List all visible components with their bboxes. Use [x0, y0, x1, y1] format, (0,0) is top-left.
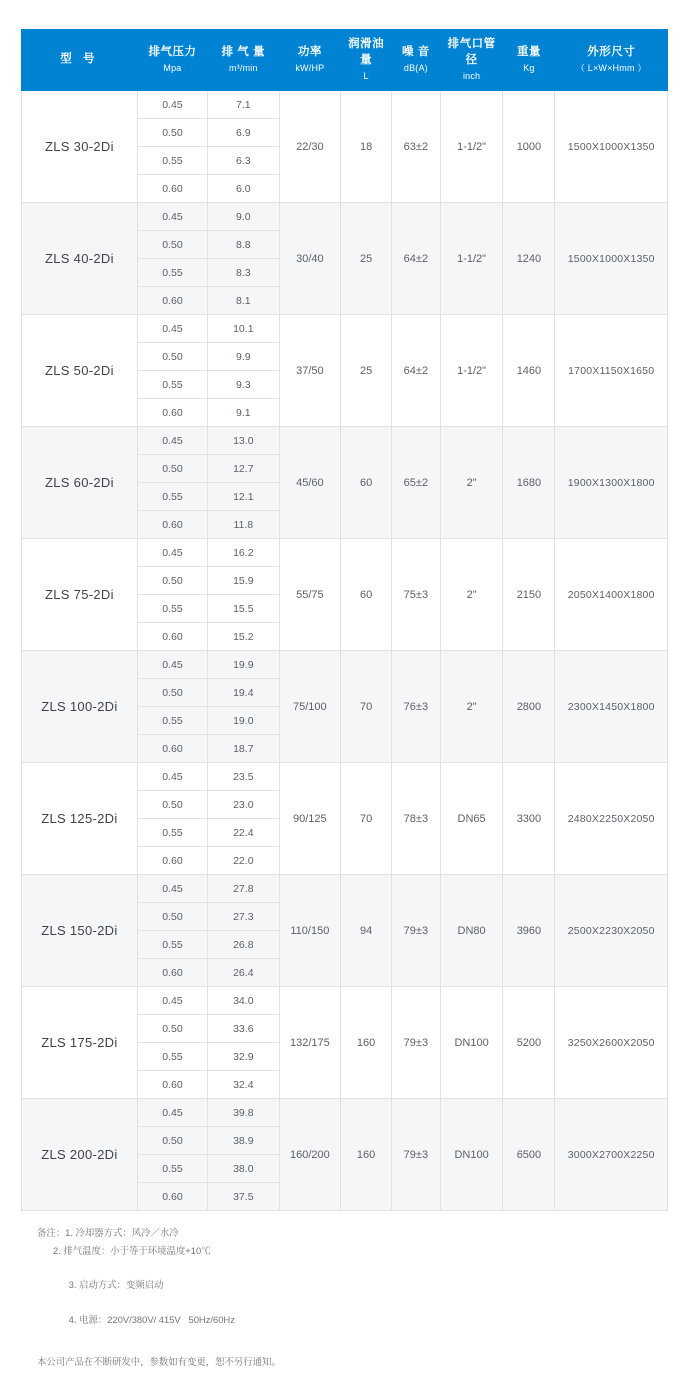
cell-noise: 64±2: [392, 203, 441, 315]
cell-flow: 19.9: [208, 651, 279, 679]
cell-noise: 63±2: [392, 91, 441, 203]
cell-dimension: 2480X2250X2050: [555, 763, 668, 875]
cell-flow: 10.1: [208, 315, 279, 343]
cell-dimension: 1900X1300X1800: [555, 427, 668, 539]
cell-flow: 27.8: [208, 875, 279, 903]
cell-pressure: 0.55: [137, 483, 207, 511]
table-row: [22, 539, 668, 567]
cell-oil: 60: [341, 427, 392, 539]
cell-flow: 8.3: [208, 259, 279, 287]
column-header-oil: 润滑油量 L: [341, 30, 392, 91]
cell-power: 30/40: [279, 203, 341, 315]
cell-flow: 8.8: [208, 231, 279, 259]
disclaimer-note: 本公司产品在不断研发中，参数如有变更，恕不另行通知。: [37, 1355, 281, 1367]
cell-oil: 94: [341, 875, 392, 987]
cell-power: 90/125: [279, 763, 341, 875]
cell-dimension: 1700X1150X1650: [555, 315, 668, 427]
cell-flow: 32.9: [208, 1043, 279, 1071]
cell-pressure: 0.45: [137, 1099, 207, 1127]
cell-power: 55/75: [279, 539, 341, 651]
note-line-1: 备注：1. 冷却器方式：风冷／水冷: [37, 1227, 179, 1239]
cell-flow: 27.3: [208, 903, 279, 931]
cell-pressure: 0.50: [137, 119, 207, 147]
cell-model: ZLS 200-2Di: [22, 1099, 138, 1211]
cell-port: DN100: [440, 1099, 503, 1211]
cell-pressure: 0.60: [137, 175, 207, 203]
cell-weight: 1680: [503, 427, 555, 539]
cell-oil: 70: [341, 651, 392, 763]
cell-pressure: 0.45: [137, 987, 207, 1015]
table-header-row: [22, 30, 668, 91]
table-body: [22, 91, 668, 1211]
cell-weight: 1240: [503, 203, 555, 315]
cell-flow: 8.1: [208, 287, 279, 315]
cell-power: 45/60: [279, 427, 341, 539]
cell-pressure: 0.45: [137, 539, 207, 567]
column-header-noise: 噪 音 dB(A): [392, 30, 441, 91]
cell-power: 110/150: [279, 875, 341, 987]
cell-port: 2": [440, 539, 503, 651]
cell-flow: 9.0: [208, 203, 279, 231]
cell-weight: 2800: [503, 651, 555, 763]
cell-port: 1-1/2": [440, 203, 503, 315]
cell-pressure: 0.60: [137, 1183, 207, 1211]
cell-model: ZLS 175-2Di: [22, 987, 138, 1099]
cell-flow: 6.3: [208, 147, 279, 175]
cell-flow: 19.0: [208, 707, 279, 735]
cell-noise: 79±3: [392, 987, 441, 1099]
cell-noise: 76±3: [392, 651, 441, 763]
cell-flow: 32.4: [208, 1071, 279, 1099]
cell-oil: 160: [341, 1099, 392, 1211]
cell-flow: 22.0: [208, 847, 279, 875]
table-row: [22, 1099, 668, 1127]
table-row: [22, 315, 668, 343]
cell-power: 75/100: [279, 651, 341, 763]
cell-flow: 18.7: [208, 735, 279, 763]
cell-pressure: 0.50: [137, 679, 207, 707]
cell-pressure: 0.45: [137, 203, 207, 231]
cell-port: DN65: [440, 763, 503, 875]
cell-pressure: 0.55: [137, 707, 207, 735]
column-header-weight: 重量 Kg: [503, 30, 555, 91]
cell-dimension: 1500X1000X1350: [555, 203, 668, 315]
cell-weight: 5200: [503, 987, 555, 1099]
cell-oil: 25: [341, 203, 392, 315]
cell-pressure: 0.55: [137, 1155, 207, 1183]
cell-port: DN80: [440, 875, 503, 987]
column-header-model: 型 号: [22, 30, 138, 91]
column-header-power: 功率 kW/HP: [279, 30, 341, 91]
cell-dimension: 2500X2230X2050: [555, 875, 668, 987]
note-line-3-power-supply: 4. 电源：220V/380V/ 415V 50Hz/60Hz: [68, 1314, 235, 1326]
cell-port: 1-1/2": [440, 91, 503, 203]
cell-flow: 16.2: [208, 539, 279, 567]
cell-pressure: 0.50: [137, 343, 207, 371]
cell-model: ZLS 75-2Di: [22, 539, 138, 651]
cell-pressure: 0.60: [137, 511, 207, 539]
cell-dimension: 2050X1400X1800: [555, 539, 668, 651]
cell-oil: 25: [341, 315, 392, 427]
cell-power: 22/30: [279, 91, 341, 203]
cell-model: ZLS 30-2Di: [22, 91, 138, 203]
cell-port: DN100: [440, 987, 503, 1099]
cell-power: 37/50: [279, 315, 341, 427]
cell-pressure: 0.60: [137, 399, 207, 427]
cell-noise: 79±3: [392, 875, 441, 987]
cell-port: 2": [440, 427, 503, 539]
cell-flow: 15.2: [208, 623, 279, 651]
cell-pressure: 0.45: [137, 875, 207, 903]
cell-weight: 3960: [503, 875, 555, 987]
cell-pressure: 0.60: [137, 623, 207, 651]
column-header-port: 排气口管径 inch: [440, 30, 503, 91]
note-line-3-startup: 3. 启动方式：变频启动: [68, 1279, 164, 1291]
cell-flow: 9.1: [208, 399, 279, 427]
cell-pressure: 0.60: [137, 735, 207, 763]
cell-dimension: 3000X2700X2250: [555, 1099, 668, 1211]
column-header-dimension: 外形尺寸 （ L×W×Hmm ）: [555, 30, 668, 91]
cell-flow: 7.1: [208, 91, 279, 119]
cell-pressure: 0.50: [137, 1015, 207, 1043]
cell-power: 160/200: [279, 1099, 341, 1211]
cell-flow: 39.8: [208, 1099, 279, 1127]
cell-pressure: 0.55: [137, 595, 207, 623]
cell-model: ZLS 125-2Di: [22, 763, 138, 875]
cell-pressure: 0.50: [137, 455, 207, 483]
cell-flow: 12.7: [208, 455, 279, 483]
cell-oil: 60: [341, 539, 392, 651]
note-line-2: 2. 排气温度：小于等于环境温度+10℃: [53, 1244, 211, 1256]
table-row: [22, 875, 668, 903]
cell-flow: 6.9: [208, 119, 279, 147]
cell-oil: 70: [341, 763, 392, 875]
notes-block: [21, 1224, 668, 1346]
cell-flow: 33.6: [208, 1015, 279, 1043]
cell-dimension: 2300X1450X1800: [555, 651, 668, 763]
cell-flow: 22.4: [208, 819, 279, 847]
cell-port: 1-1/2": [440, 315, 503, 427]
cell-pressure: 0.55: [137, 147, 207, 175]
table-row: [22, 987, 668, 1015]
cell-flow: 9.9: [208, 343, 279, 371]
cell-flow: 23.0: [208, 791, 279, 819]
cell-flow: 38.0: [208, 1155, 279, 1183]
cell-model: ZLS 150-2Di: [22, 875, 138, 987]
cell-pressure: 0.55: [137, 931, 207, 959]
cell-flow: 13.0: [208, 427, 279, 455]
cell-noise: 78±3: [392, 763, 441, 875]
cell-pressure: 0.50: [137, 903, 207, 931]
cell-pressure: 0.45: [137, 315, 207, 343]
cell-pressure: 0.55: [137, 371, 207, 399]
cell-flow: 19.4: [208, 679, 279, 707]
column-header-pressure: 排气压力 Mpa: [137, 30, 207, 91]
cell-pressure: 0.45: [137, 427, 207, 455]
cell-weight: 3300: [503, 763, 555, 875]
cell-model: ZLS 60-2Di: [22, 427, 138, 539]
column-header-flow: 排 气 量 m³/min: [208, 30, 279, 91]
cell-weight: 2150: [503, 539, 555, 651]
cell-pressure: 0.50: [137, 231, 207, 259]
cell-pressure: 0.50: [137, 567, 207, 595]
cell-pressure: 0.60: [137, 847, 207, 875]
cell-weight: 1000: [503, 91, 555, 203]
note-line-3: [37, 1259, 668, 1346]
table-header: [22, 30, 668, 91]
table-row: [22, 91, 668, 119]
cell-pressure: 0.60: [137, 287, 207, 315]
cell-oil: 18: [341, 91, 392, 203]
compressor-spec-table: [21, 29, 668, 1211]
cell-flow: 6.0: [208, 175, 279, 203]
cell-flow: 37.5: [208, 1183, 279, 1211]
cell-flow: 38.9: [208, 1127, 279, 1155]
cell-pressure: 0.60: [137, 959, 207, 987]
cell-port: 2": [440, 651, 503, 763]
cell-model: ZLS 50-2Di: [22, 315, 138, 427]
cell-pressure: 0.50: [137, 791, 207, 819]
cell-flow: 34.0: [208, 987, 279, 1015]
cell-pressure: 0.60: [137, 1071, 207, 1099]
cell-flow: 26.8: [208, 931, 279, 959]
table-row: [22, 427, 668, 455]
cell-oil: 160: [341, 987, 392, 1099]
cell-weight: 1460: [503, 315, 555, 427]
cell-power: 132/175: [279, 987, 341, 1099]
cell-dimension: 3250X2600X2050: [555, 987, 668, 1099]
cell-flow: 12.1: [208, 483, 279, 511]
cell-flow: 15.5: [208, 595, 279, 623]
table-row: [22, 763, 668, 791]
cell-pressure: 0.45: [137, 763, 207, 791]
cell-model: ZLS 100-2Di: [22, 651, 138, 763]
cell-pressure: 0.55: [137, 1043, 207, 1071]
cell-noise: 64±2: [392, 315, 441, 427]
table-row: [22, 651, 668, 679]
cell-model: ZLS 40-2Di: [22, 203, 138, 315]
cell-weight: 6500: [503, 1099, 555, 1211]
cell-dimension: 1500X1000X1350: [555, 91, 668, 203]
cell-pressure: 0.55: [137, 819, 207, 847]
cell-noise: 79±3: [392, 1099, 441, 1211]
cell-flow: 15.9: [208, 567, 279, 595]
cell-pressure: 0.55: [137, 259, 207, 287]
cell-noise: 75±3: [392, 539, 441, 651]
cell-noise: 65±2: [392, 427, 441, 539]
cell-flow: 26.4: [208, 959, 279, 987]
cell-flow: 11.8: [208, 511, 279, 539]
cell-pressure: 0.50: [137, 1127, 207, 1155]
table-row: [22, 203, 668, 231]
cell-pressure: 0.45: [137, 91, 207, 119]
cell-pressure: 0.45: [137, 651, 207, 679]
cell-flow: 9.3: [208, 371, 279, 399]
cell-flow: 23.5: [208, 763, 279, 791]
